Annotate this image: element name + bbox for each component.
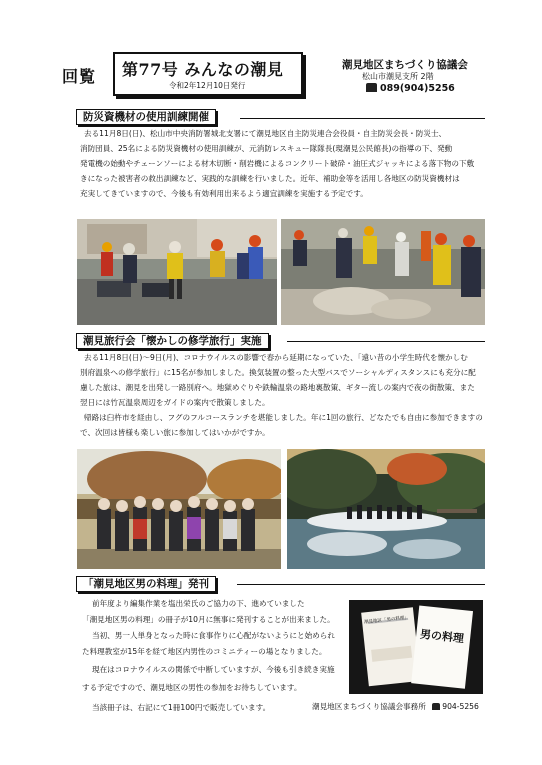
telephone-icon bbox=[432, 703, 440, 710]
section3-line: 当初、男一人単身となった時に食事作りに心配がないようにと始められ bbox=[92, 631, 335, 640]
cookbook-photo bbox=[349, 600, 483, 694]
travel-group-photo bbox=[77, 449, 281, 569]
cookbook-cover-caption: 潮見地区「男の料理」 bbox=[363, 615, 410, 626]
section3-line: 現在はコロナウイルスの関係で中断していますが、今後も引き続き実施 bbox=[92, 665, 335, 674]
issue-date: 令和2年12月10日発行 bbox=[169, 81, 246, 90]
section3-heading: 「潮見地区男の料理」発刊 bbox=[76, 576, 216, 592]
sales-contact bbox=[312, 701, 479, 712]
organization-phone bbox=[366, 83, 455, 94]
newsletter-title: 第77号 みんなの潮見 bbox=[122, 60, 284, 79]
section1-line: 充実してきていますので、今後も有効利用出来るよう適宜訓練を実施する予定です。 bbox=[80, 189, 368, 198]
section3-line: 「潮見地区男の料理」の冊子が10月に無事に発刊することが出来ました。 bbox=[82, 615, 335, 624]
section2-heading: 潮見旅行会「懐かしの修学旅行」実施 bbox=[76, 333, 269, 349]
travel-onsen-photo bbox=[287, 449, 485, 569]
section1-line: 消防団員、25名による防災資機材の使用訓練が、元消防レスキュー隊隊長(現潮見公民館長)の指導の下、発動 bbox=[80, 144, 453, 153]
section1-line: きになった被害者の救出訓練など、実践的な訓練を行いました。近年、補助金等を活用し各地区の防災資機材は bbox=[80, 174, 460, 183]
section3-rule bbox=[237, 584, 485, 585]
organization-address: 松山市潮見支所 2階 bbox=[362, 72, 434, 81]
section2-line: 去る11月8日(日)～9日(月)、コロナウイルスの影響で春から延期になっていた、「遠い昔の小学生時代を懐かしむ bbox=[84, 353, 468, 362]
section2-line: 慮した旅は、潮見を出発し一路別府へ。地獄めぐりや鉄輪温泉の路地裏散策、ギター流しの案内で夜の街散策、また bbox=[80, 383, 475, 392]
section3-line: た料理教室が15年を経て地区内男性のコミニティーの場となりました。 bbox=[82, 647, 327, 656]
training-photo-left bbox=[77, 219, 277, 325]
telephone-icon bbox=[366, 83, 377, 92]
section3-line: 当該冊子は、右記にて1冊100円で販売しています。 bbox=[92, 703, 271, 712]
section2-line: 翌日には竹瓦温泉周辺をガイドの案内で散策しました。 bbox=[80, 398, 270, 407]
section2-rule bbox=[287, 341, 485, 342]
section1-line: 去る11月8日(日)、松山市中央消防署城北支署にて潮見地区自主防災連合会役員・自主防災会長・防災士、 bbox=[84, 129, 447, 138]
section2-line: で、次回は皆様も楽しい旅に参加してはいかがですか。 bbox=[80, 428, 270, 437]
phone-number: 089(904)5256 bbox=[380, 83, 455, 94]
section3-line: 前年度より編集作業を塩出栄氏のご協力の下、進めていました bbox=[92, 599, 305, 608]
cookbook-title: 男の料理 bbox=[419, 627, 465, 646]
organization-name: 潮見地区まちづくり協議会 bbox=[342, 59, 468, 71]
section1-line: 発電機の始動やチェーンソーによる材木切断・削岩機によるコンクリート破砕・油圧式ジャッキによる落下物の下敷 bbox=[80, 159, 475, 168]
section2-line: 帰路は臼杵市を経由し、フグのフルコースランチを堪能しました。年に1回の旅行、どなたでも自由に参加できますの bbox=[84, 413, 483, 422]
section2-line: 別府温泉への修学旅行」に15名が参加しました。換気装置の整った大型バスでソーシャルディスタンスにも充分に配 bbox=[80, 368, 476, 377]
circulation-mark: 回覧 bbox=[62, 67, 97, 86]
training-photo-right bbox=[281, 219, 485, 325]
section1-rule bbox=[240, 118, 485, 119]
section3-line: する予定ですので、潮見地区の男性の参加をお待ちしています。 bbox=[82, 683, 302, 692]
contact-office: 潮見地区まちづくり協議会事務所 bbox=[312, 702, 426, 711]
contact-phone: 904-5256 bbox=[442, 702, 479, 711]
section1-heading: 防災資機材の使用訓練開催 bbox=[76, 109, 216, 125]
